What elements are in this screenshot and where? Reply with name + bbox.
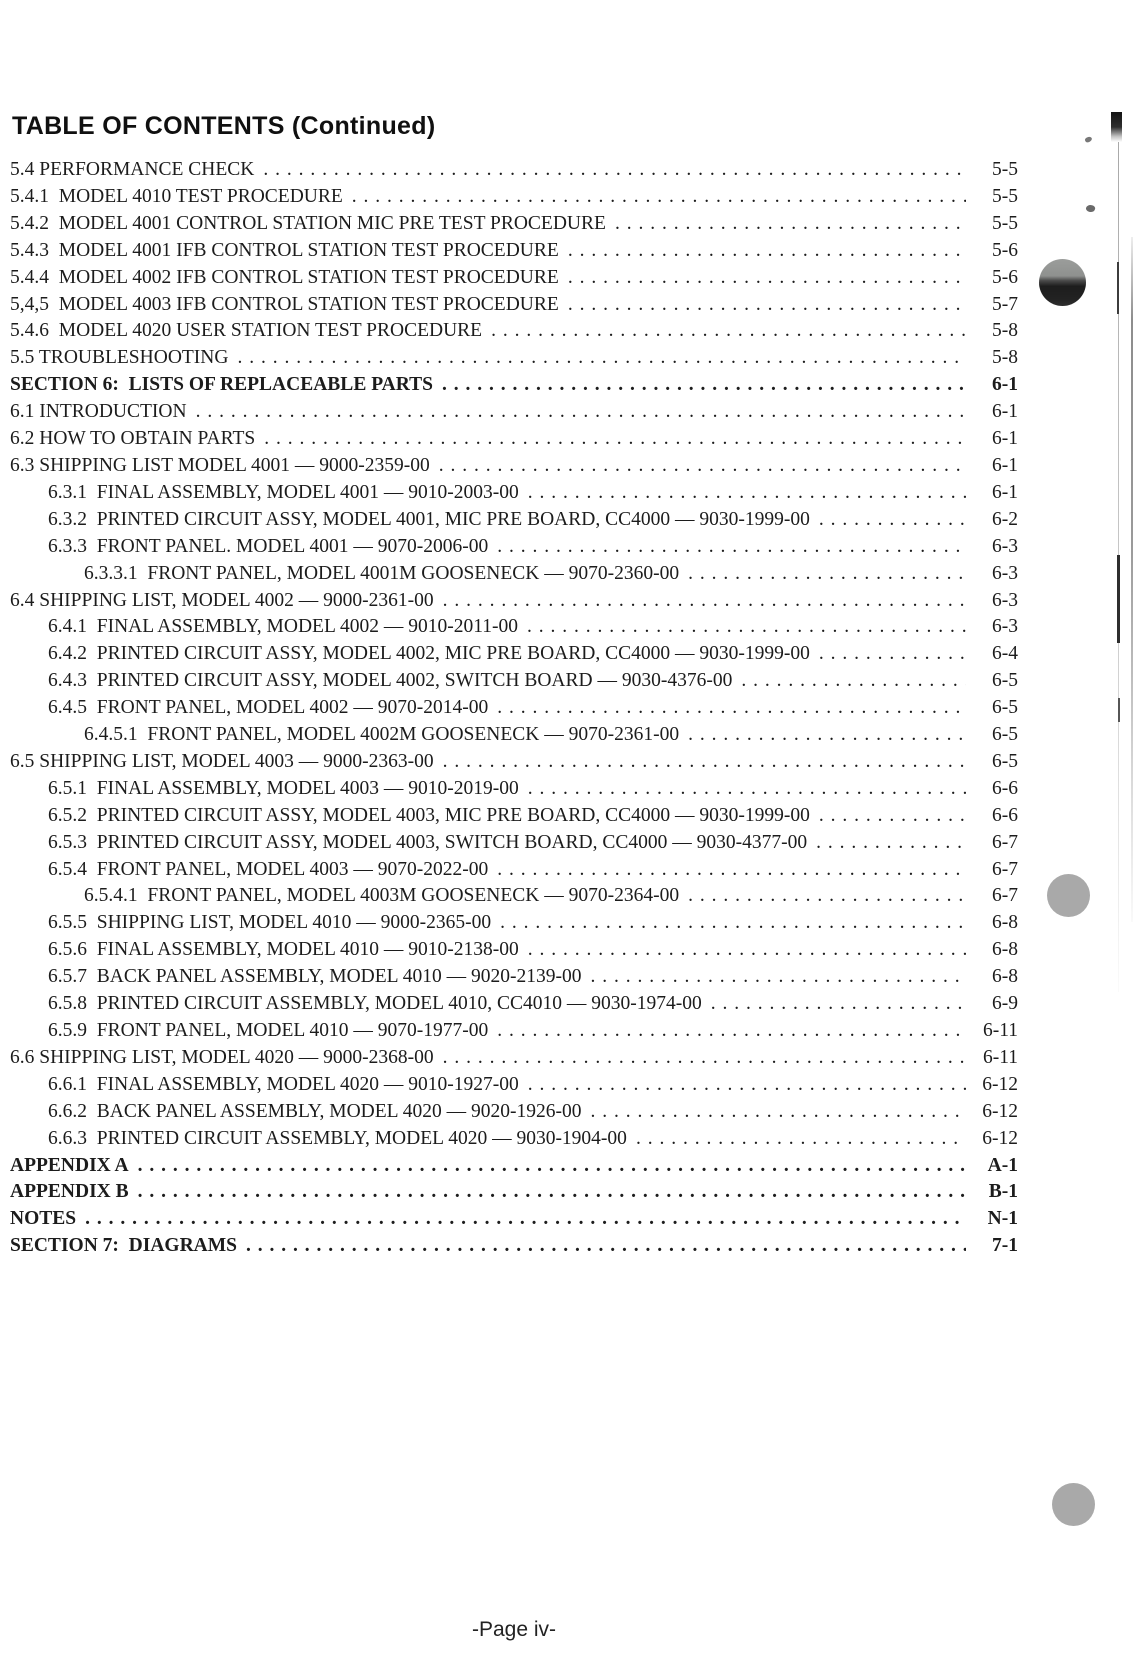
toc-entry-page: 5-5: [992, 212, 1018, 234]
toc-entry-label: SECTION 6: LISTS OF REPLACEABLE PARTS: [10, 374, 433, 396]
dot-leader: [688, 722, 966, 749]
toc-entry-label: 6.3.2 PRINTED CIRCUIT ASSY, MODEL 4001, MIC PRE BOARD, CC4000 — 9030-1999-00: [48, 508, 810, 530]
toc-entry-page: N-1: [987, 1208, 1018, 1230]
toc-entry-page: A-1: [987, 1154, 1018, 1176]
toc-entry: [10, 1179, 1018, 1206]
scan-edge-line-segment: [1118, 698, 1120, 722]
dot-leader: [568, 292, 966, 319]
toc-entry-label: 6.2 HOW TO OBTAIN PARTS: [10, 428, 256, 450]
toc-entry-label: 6.4.1 FINAL ASSEMBLY, MODEL 4002 — 9010-2011-00: [48, 616, 519, 638]
toc-entry-label: APPENDIX A: [10, 1154, 129, 1176]
dot-leader: [741, 668, 966, 695]
toc-entry-label: 5.5 TROUBLESHOOTING: [10, 347, 229, 369]
toc-entry-label: 6.3.3.1 FRONT PANEL, MODEL 4001M GOOSENECK — 9070-2360-00: [84, 562, 680, 584]
hole-punch-mark: [1047, 874, 1090, 917]
toc-entry-label: 6.5.3 PRINTED CIRCUIT ASSY, MODEL 4003, SWITCH BOARD, CC4000 — 9030-4377-00: [48, 831, 808, 853]
toc-entry-label: 5.4.1 MODEL 4010 TEST PROCEDURE: [10, 185, 343, 207]
toc-entry-page: 6-5: [992, 697, 1018, 719]
toc-entry-label: 5.4.4 MODEL 4002 IFB CONTROL STATION TEST PROCEDURE: [10, 266, 559, 288]
toc-entry: [10, 776, 1018, 803]
toc-entry: [10, 803, 1018, 830]
dot-leader: [688, 561, 966, 588]
toc-entry-label: 6.3.1 FINAL ASSEMBLY, MODEL 4001 — 9010-2003-00: [48, 481, 519, 503]
toc-entry-page: 6-11: [982, 1046, 1018, 1068]
toc-entry-page: 5-5: [992, 185, 1018, 207]
toc-entry-label: 6.6.2 BACK PANEL ASSEMBLY, MODEL 4020 — 9020-1926-00: [48, 1100, 582, 1122]
toc-entry-label: 6.5.4.1 FRONT PANEL, MODEL 4003M GOOSENECK — 9070-2364-00: [84, 885, 680, 907]
toc-entry-label: 6.1 INTRODUCTION: [10, 401, 187, 423]
toc-entry-page: 6-3: [992, 535, 1018, 557]
toc-entry-label: 6.5.7 BACK PANEL ASSEMBLY, MODEL 4010 — 9020-2139-00: [48, 966, 582, 988]
document-page: [0, 112, 1134, 1641]
toc-entry: [10, 1045, 1018, 1072]
toc-entry-page: 6-1: [992, 454, 1018, 476]
toc-entry-label: NOTES: [10, 1208, 77, 1230]
toc-entry: [10, 184, 1018, 211]
toc-entry: [10, 937, 1018, 964]
toc-entry-label: 5.4.3 MODEL 4001 IFB CONTROL STATION TEST PROCEDURE: [10, 239, 559, 261]
toc-entry: [10, 588, 1018, 615]
toc-entry: [10, 157, 1018, 184]
toc-entry-label: 6.4.2 PRINTED CIRCUIT ASSY, MODEL 4002, MIC PRE BOARD, CC4000 — 9030-1999-00: [48, 643, 810, 665]
toc-entry-label: 6.4.5 FRONT PANEL, MODEL 4002 — 9070-2014-00: [48, 697, 489, 719]
dot-leader: [500, 910, 966, 937]
dot-leader: [196, 399, 966, 426]
toc-entry: [10, 292, 1018, 319]
dot-leader: [439, 453, 966, 480]
toc-entry: [10, 749, 1018, 776]
dot-leader: [528, 937, 966, 964]
toc-entry: [10, 910, 1018, 937]
toc-entry-page: 5-8: [992, 320, 1018, 342]
toc-entry-page: 5-5: [992, 159, 1018, 180]
dot-leader: [819, 641, 966, 668]
page-footer: -Page iv-: [471, 1618, 557, 1641]
toc-entry-label: 5.4.6 MODEL 4020 USER STATION TEST PROCEDURE: [10, 320, 483, 342]
toc-entry-label: SECTION 7: DIAGRAMS: [10, 1235, 237, 1257]
toc-entry: [10, 964, 1018, 991]
toc-entry: [10, 453, 1018, 480]
toc-entry-label: 6.4 SHIPPING LIST, MODEL 4002 — 9000-2361-00: [10, 589, 434, 611]
toc-entry: [10, 1206, 1018, 1233]
toc-entry-label: 6.5.6 FINAL ASSEMBLY, MODEL 4010 — 9010-2138-00: [48, 939, 519, 961]
scan-edge-line-segment: [1117, 555, 1120, 643]
dot-leader: [237, 345, 966, 372]
toc-entry: [10, 426, 1018, 453]
toc-entry-label: APPENDIX B: [10, 1181, 129, 1203]
toc-entry: [10, 668, 1018, 695]
toc-entry-label: 6.5 SHIPPING LIST, MODEL 4003 — 9000-2363-00: [10, 750, 434, 772]
dot-leader: [352, 184, 966, 211]
dot-leader: [527, 614, 966, 641]
toc-entry-label: 6.3.3 FRONT PANEL. MODEL 4001 — 9070-2006-00: [48, 535, 489, 557]
page-title: TABLE OF CONTENTS (Continued): [12, 112, 436, 140]
toc-entry: [10, 641, 1018, 668]
toc-entry: [10, 830, 1018, 857]
toc-entry: [10, 857, 1018, 884]
toc-entry: [10, 345, 1018, 372]
dot-leader: [263, 157, 966, 184]
toc-entry-label: 5,4,5 MODEL 4003 IFB CONTROL STATION TEST PROCEDURE: [10, 293, 559, 315]
dot-leader: [615, 211, 966, 238]
hole-punch-mark: [1052, 1483, 1095, 1526]
toc-entry-page: 6-1: [992, 428, 1018, 450]
toc-entry: [10, 480, 1018, 507]
toc-entry: [10, 695, 1018, 722]
toc-entry-page: 6-6: [992, 804, 1018, 826]
toc-entry-page: 6-12: [982, 1127, 1018, 1149]
toc-entry-label: 6.5.5 SHIPPING LIST, MODEL 4010 — 9000-2365-00: [48, 912, 492, 934]
dot-leader: [688, 883, 966, 910]
toc-entry-label: 6.3 SHIPPING LIST MODEL 4001 — 9000-2359-00: [10, 454, 430, 476]
toc-entry-label: 6.4.3 PRINTED CIRCUIT ASSY, MODEL 4002, SWITCH BOARD — 9030-4376-00: [48, 670, 733, 692]
scan-edge-line-segment: [1117, 262, 1119, 314]
toc-entry-label: 6.5.4 FRONT PANEL, MODEL 4003 — 9070-2022-00: [48, 858, 489, 880]
dot-leader: [816, 830, 966, 857]
toc-entry: [10, 534, 1018, 561]
toc-entry: [10, 1018, 1018, 1045]
toc-entry-page: 6-11: [982, 1020, 1018, 1041]
toc-entry-page: 6-5: [992, 670, 1018, 692]
toc-entry-page: 5-6: [992, 266, 1018, 288]
toc-entry-page: 6-12: [982, 1100, 1018, 1122]
toc-entry-page: 6-3: [992, 589, 1018, 611]
toc-entry-page: 6-8: [992, 912, 1018, 934]
toc-entry-page: 5-7: [992, 293, 1018, 315]
dot-leader: [497, 534, 966, 561]
toc-entry-label: 6.5.2 PRINTED CIRCUIT ASSY, MODEL 4003, MIC PRE BOARD, CC4000 — 9030-1999-00: [48, 804, 810, 826]
toc-entry-page: 6-8: [992, 939, 1018, 961]
hole-punch-mark: [1039, 259, 1086, 306]
toc-entry-page: 6-4: [992, 643, 1018, 665]
toc-entry: [10, 211, 1018, 238]
toc-entry: [10, 1072, 1018, 1099]
toc-entry-page: 6-7: [992, 831, 1018, 853]
toc-entry: [10, 507, 1018, 534]
dot-leader: [568, 265, 966, 292]
toc-entry: [10, 265, 1018, 292]
toc-entry-label: 6.5.8 PRINTED CIRCUIT ASSEMBLY, MODEL 4010, CC4010 — 9030-1974-00: [48, 993, 702, 1015]
dot-leader: [568, 238, 966, 265]
toc-entry-page: 6-3: [992, 562, 1018, 584]
toc-entry-label: 5.4.2 MODEL 4001 CONTROL STATION MIC PRE TEST PROCEDURE: [10, 212, 606, 234]
toc-entry-page: 6-8: [992, 966, 1018, 988]
toc-entry: [10, 1233, 1018, 1260]
toc-entry-label: 5.4 PERFORMANCE CHECK: [10, 159, 255, 180]
toc-entry: [10, 372, 1018, 399]
toc-entry: [10, 991, 1018, 1018]
scan-speck: [1085, 204, 1096, 213]
toc-entry-page: 6-1: [992, 481, 1018, 503]
toc-entry: [10, 238, 1018, 265]
toc-entry: [10, 1126, 1018, 1153]
toc-entry-page: 6-9: [992, 993, 1018, 1015]
toc-entry-label: 6.6 SHIPPING LIST, MODEL 4020 — 9000-2368-00: [10, 1046, 434, 1068]
dot-leader: [443, 749, 966, 776]
dot-leader: [590, 1099, 966, 1126]
toc-entry-page: 6-3: [992, 616, 1018, 638]
dot-leader: [442, 372, 966, 399]
toc-entry-label: 6.4.5.1 FRONT PANEL, MODEL 4002M GOOSENECK — 9070-2361-00: [84, 724, 680, 746]
table-of-contents: [10, 157, 1018, 1260]
toc-entry-page: 6-5: [992, 724, 1018, 746]
toc-entry-page: 6-5: [992, 750, 1018, 772]
toc-entry-label: 6.5.1 FINAL ASSEMBLY, MODEL 4003 — 9010-2019-00: [48, 777, 519, 799]
toc-entry-page: 6-6: [992, 777, 1018, 799]
dot-leader: [497, 1018, 966, 1045]
dot-leader: [138, 1179, 966, 1206]
dot-leader: [528, 1072, 966, 1099]
dot-leader: [246, 1233, 966, 1260]
toc-entry-page: 6-2: [992, 508, 1018, 530]
toc-entry-page: 7-1: [992, 1235, 1018, 1257]
toc-entry: [10, 318, 1018, 345]
dot-leader: [497, 695, 966, 722]
dot-leader: [85, 1206, 966, 1233]
dot-leader: [528, 776, 966, 803]
toc-entry-page: 6-7: [992, 858, 1018, 880]
dot-leader: [138, 1153, 966, 1180]
toc-entry-page: 6-1: [992, 401, 1018, 423]
toc-entry: [10, 722, 1018, 749]
dot-leader: [443, 1045, 966, 1072]
dot-leader: [491, 318, 966, 345]
toc-entry: [10, 1153, 1018, 1180]
dot-leader: [443, 588, 966, 615]
scan-edge-line: [1118, 142, 1119, 992]
dot-leader: [819, 803, 966, 830]
toc-entry: [10, 399, 1018, 426]
toc-entry: [10, 614, 1018, 641]
toc-entry: [10, 561, 1018, 588]
dot-leader: [497, 857, 966, 884]
dot-leader: [264, 426, 966, 453]
toc-entry: [10, 1099, 1018, 1126]
toc-entry-page: B-1: [988, 1181, 1018, 1203]
toc-entry-label: 6.6.1 FINAL ASSEMBLY, MODEL 4020 — 9010-1927-00: [48, 1073, 519, 1095]
toc-entry-page: 5-6: [992, 239, 1018, 261]
toc-entry-page: 6-7: [992, 885, 1018, 907]
dot-leader: [590, 964, 966, 991]
toc-entry-page: 6-1: [992, 374, 1018, 396]
toc-entry-label: 6.6.3 PRINTED CIRCUIT ASSEMBLY, MODEL 4020 — 9030-1904-00: [48, 1127, 627, 1149]
toc-entry-page: 5-8: [992, 347, 1018, 369]
toc-entry-label: 6.5.9 FRONT PANEL, MODEL 4010 — 9070-1977-00: [48, 1020, 489, 1041]
dot-leader: [636, 1126, 966, 1153]
toc-entry: [10, 883, 1018, 910]
toc-entry-page: 6-12: [982, 1073, 1018, 1095]
scan-edge-line: [1131, 237, 1133, 922]
dot-leader: [528, 480, 966, 507]
dot-leader: [711, 991, 966, 1018]
dot-leader: [819, 507, 966, 534]
